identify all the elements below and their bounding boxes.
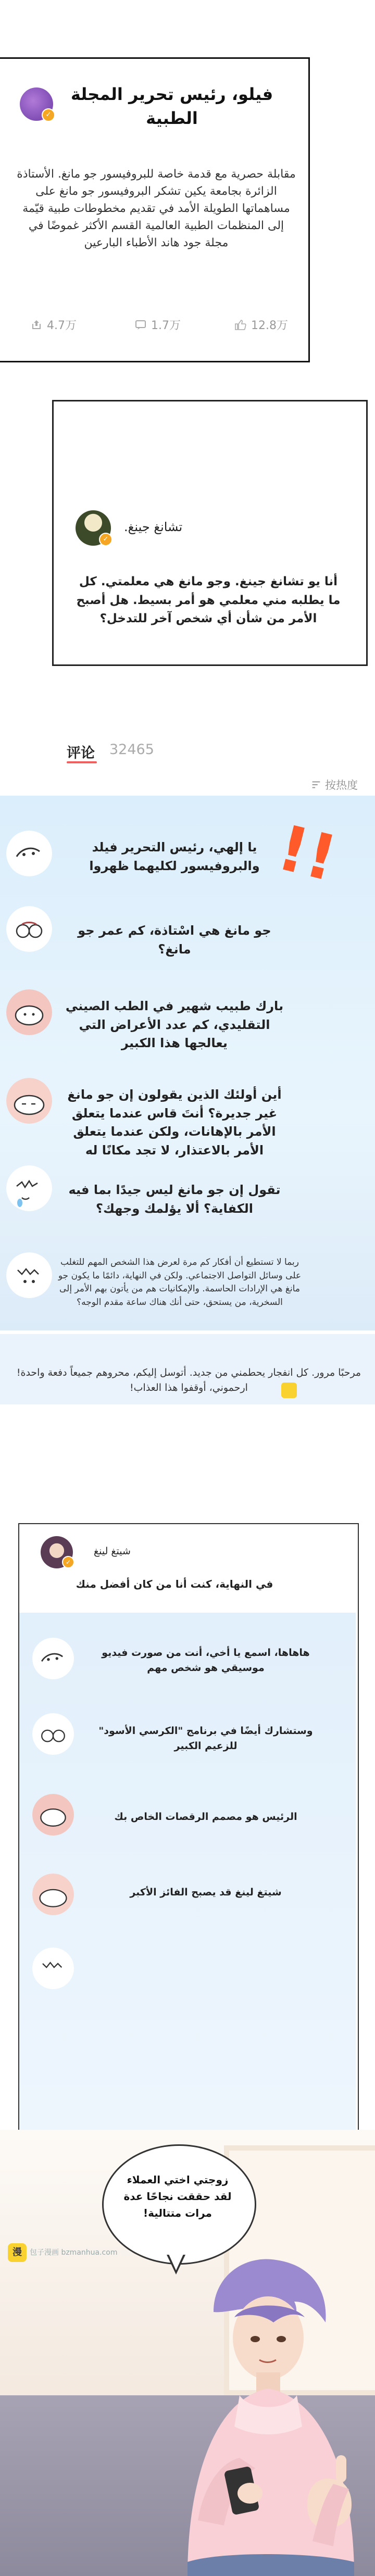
tab-comments[interactable]: 评论 — [67, 745, 95, 761]
post-avatar[interactable] — [20, 87, 53, 121]
cartoon-avatar-icon — [6, 1252, 52, 1298]
cartoon-avatar-icon — [6, 989, 52, 1035]
comment-text: جو مانغ هي اسْتاذة، كم عمر جو مانغ؟ — [78, 923, 271, 957]
like-icon — [234, 319, 247, 331]
watermark-logo: 漫 — [8, 2243, 27, 2262]
active-tab-indicator — [67, 761, 97, 763]
post-body: مقابلة حصرية مع قدمة خاصة للبروفيسور جو مانغ. الأستاذة الزائرة بجامعة يكين تشكر البروفيسور جو مانغ على مساهماتها الطويلة الأمد في تقديم مخطوطات طبية قيّمة إلى المنظمات الطبية العالمية القسم الأكثر غموضًا في مجلة جود هاند الأطباء البارعين — [17, 168, 296, 249]
cartoon-avatar-icon — [6, 1165, 52, 1211]
feed-reply-avatar[interactable] — [32, 1794, 74, 1836]
speech-text: زوجتي اختي العملاء لقد حققت نجاحًا عدة مرات متتالية! — [123, 2173, 232, 2219]
reply-avatar[interactable] — [76, 510, 111, 546]
comment-stat[interactable] — [134, 317, 181, 333]
like-count: 12.8万 — [251, 319, 288, 332]
comment-avatar[interactable] — [6, 831, 52, 876]
verified-badge-icon: ✓ — [62, 1556, 74, 1568]
comment-icon — [134, 319, 147, 331]
reply-author-name: تشانغ جينغ. — [124, 520, 183, 534]
verified-badge-icon: ✓ — [99, 533, 113, 546]
comment-text: أين أولئك الذين يقولون إن جو مانغ غير جديرة؟ أنتَ قاس عندما يتعلق الأمر بالإهانات، ولكن عندما يتعلق الأمر بالاعتذار، لا تجد مكانًا له — [67, 1087, 282, 1158]
feed-author-name: شيتغ لينغ — [94, 1545, 131, 1557]
comment-avatar[interactable] — [6, 1078, 52, 1124]
comment-avatar[interactable] — [6, 906, 52, 952]
reply-text: أنا يو تشانغ جينغ. وجو مانغ هي معلمتي. كل ما يطلبه مني معلمي هو أمر بسيط. هل أصبح الأمر من شأن أي شخص آخر للتدخل؟ — [76, 575, 341, 626]
comment-text: ربما لا تستطيع أن أفكار كم مرة لعرض هذا الشخص المهم للتغلب على وسائل التواصل الاجتماعي. ولكن في النهاية، دائمًا ما يكون جو مانغ هي الإرادات الحاسمة. والإمكانيات هم من يأتون بهم الأمر إلى السخرية، من يستحق، حتى أنك هناك ساعة مقدم الوجه؟ — [58, 1257, 302, 1308]
sort-by-heat-button[interactable] — [310, 777, 358, 793]
cartoon-avatar-icon — [32, 1947, 74, 1989]
watermark — [8, 2243, 117, 2262]
feed-reply-text: الرئيس هو مصمم الرقصات الخاص بك — [114, 1811, 297, 1823]
cartoon-avatar-icon — [6, 831, 52, 876]
comment-text: يا إلهي، رئيس التحرير فيلد والبروفيسور لكليهما ظهروا — [89, 840, 260, 873]
feed-reply-text: هاهاها، اسمع يا أخي، أنت من صورت فيديو موسيقي هو شخص مهم — [102, 1647, 310, 1674]
feed-reply-avatar[interactable] — [32, 1638, 74, 1679]
share-stat[interactable] — [30, 317, 77, 333]
feed-reply-text: وستشارك أيضًا في برنامج "الكرسي الأسود" للزعيم الكبير — [98, 1725, 313, 1752]
share-count: 4.7万 — [47, 319, 77, 332]
cartoon-avatar-icon — [32, 1638, 74, 1679]
comment-avatar[interactable] — [6, 1165, 52, 1211]
feed-replies — [19, 1613, 356, 2147]
cartoon-avatar-icon — [32, 1874, 74, 1915]
comment-avatar[interactable] — [6, 1252, 52, 1298]
comment-avatar[interactable] — [6, 989, 52, 1035]
comments-total-count: 32465 — [109, 742, 154, 758]
character-illustration — [156, 2250, 375, 2576]
post-title: فيلو، رئيس تحرير المجلة الطبية — [70, 84, 273, 129]
cartoon-avatar-icon — [32, 1794, 74, 1836]
sort-label: 按热度 — [325, 779, 358, 791]
cartoon-avatar-icon — [6, 1078, 52, 1124]
watermark-text: 包子漫画 bzmanhua.com — [30, 2248, 118, 2257]
like-stat[interactable] — [234, 317, 288, 333]
comment-count: 1.7万 — [151, 319, 181, 332]
speech-bubble-tail-inner — [168, 2253, 184, 2270]
cartoon-avatar-icon — [6, 906, 52, 952]
share-icon — [30, 319, 43, 331]
verified-badge-icon: ✓ — [42, 108, 55, 122]
sort-icon — [310, 779, 322, 790]
feed-avatar[interactable] — [41, 1536, 73, 1568]
feed-reply-avatar[interactable] — [32, 1874, 74, 1915]
exclamation-marks-icon: !! — [270, 811, 344, 896]
feed-reply-text: شيتغ لينغ قد يصبح الفائز الأكبر — [130, 1887, 282, 1898]
feed-text: في النهاية، كنت أنا من كان أفضل منك — [76, 1578, 273, 1590]
watermark-logo-icon — [281, 1383, 297, 1398]
feed-reply-avatar[interactable] — [32, 1713, 74, 1755]
comment-text: بارك طبيب شهير في الطب الصيني التقليدي، كم عدد الأعراض التي يعالجها هذا الكبير — [65, 999, 284, 1051]
narration-text: مرحبًا مرور. كل انفجار يحطمني من جديد. أتوسل إليكم، محروهم جميعاً دفعة واحدة! ارحموني، أوقفوا هذا العذاب! — [16, 1367, 361, 1394]
comment-text: تقول إن جو مانغ ليس جيدًا بما فيه الكفاية؟ ألا يؤلمك وجهك؟ — [68, 1183, 281, 1216]
feed-reply-avatar[interactable] — [32, 1947, 74, 1989]
cartoon-avatar-icon — [32, 1713, 74, 1755]
